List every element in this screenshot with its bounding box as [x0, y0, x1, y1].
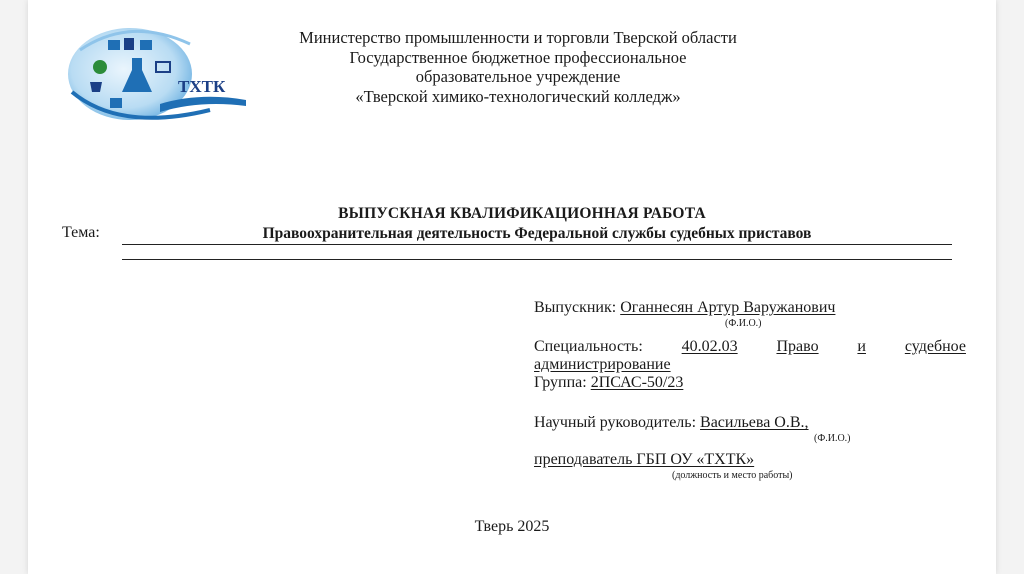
supervisor-label: Научный руководитель: [534, 414, 697, 431]
header-line-4: «Тверской химико-технологический колледж» [355, 86, 681, 106]
supervisor-name: Васильева О.В., [700, 414, 809, 431]
specialty-word-4: судебное [904, 338, 966, 355]
specialty-word-1: 40.02.03 [681, 338, 738, 355]
supervisor-row [534, 414, 966, 432]
group-row [534, 374, 966, 392]
organization-header [228, 28, 808, 106]
header-line-3: образовательное учреждение [415, 67, 621, 86]
specialty-block [534, 338, 966, 392]
logo-text: ТХТК [178, 77, 226, 96]
graduate-caption: (Ф.И.О.) [725, 318, 762, 329]
document-page [28, 0, 996, 574]
specialty-word-3: и [857, 338, 866, 355]
specialty-row [534, 338, 966, 356]
document-title: ВЫПУСКНАЯ КВАЛИФИКАЦИОННАЯ РАБОТА [338, 205, 706, 222]
graduate-label: Выпускник: [534, 299, 617, 316]
college-logo-icon [60, 22, 250, 126]
college-logo [60, 22, 250, 126]
group-label: Группа: [534, 374, 587, 391]
header-line-2: Государственное бюджетное профессиональное [349, 47, 687, 67]
specialty-label: Специальность: [534, 338, 643, 355]
specialty-line-2: администрирование [534, 356, 671, 373]
topic-blank-line [122, 259, 952, 260]
supervisor-caption: (Ф.И.О.) [814, 433, 851, 444]
city-year: Тверь 2025 [474, 518, 550, 535]
position-value: преподаватель ГБП ОУ «ТХТК» [534, 451, 755, 468]
topic-label: Тема: [62, 224, 100, 241]
specialty-word-2: Право [776, 338, 819, 355]
position-row [534, 451, 966, 469]
graduate-name: Оганнесян Артур Варужанович [620, 299, 836, 316]
graduate-row [534, 299, 966, 317]
topic-value: Правоохранительная деятельность Федеральной службы судебных приставов [122, 224, 952, 245]
group-value: 2ПСАС-50/23 [590, 374, 684, 391]
header-line-1: Министерство промышленности и торговли Тверской области [299, 28, 737, 47]
position-caption: (должность и место работы) [672, 470, 793, 481]
